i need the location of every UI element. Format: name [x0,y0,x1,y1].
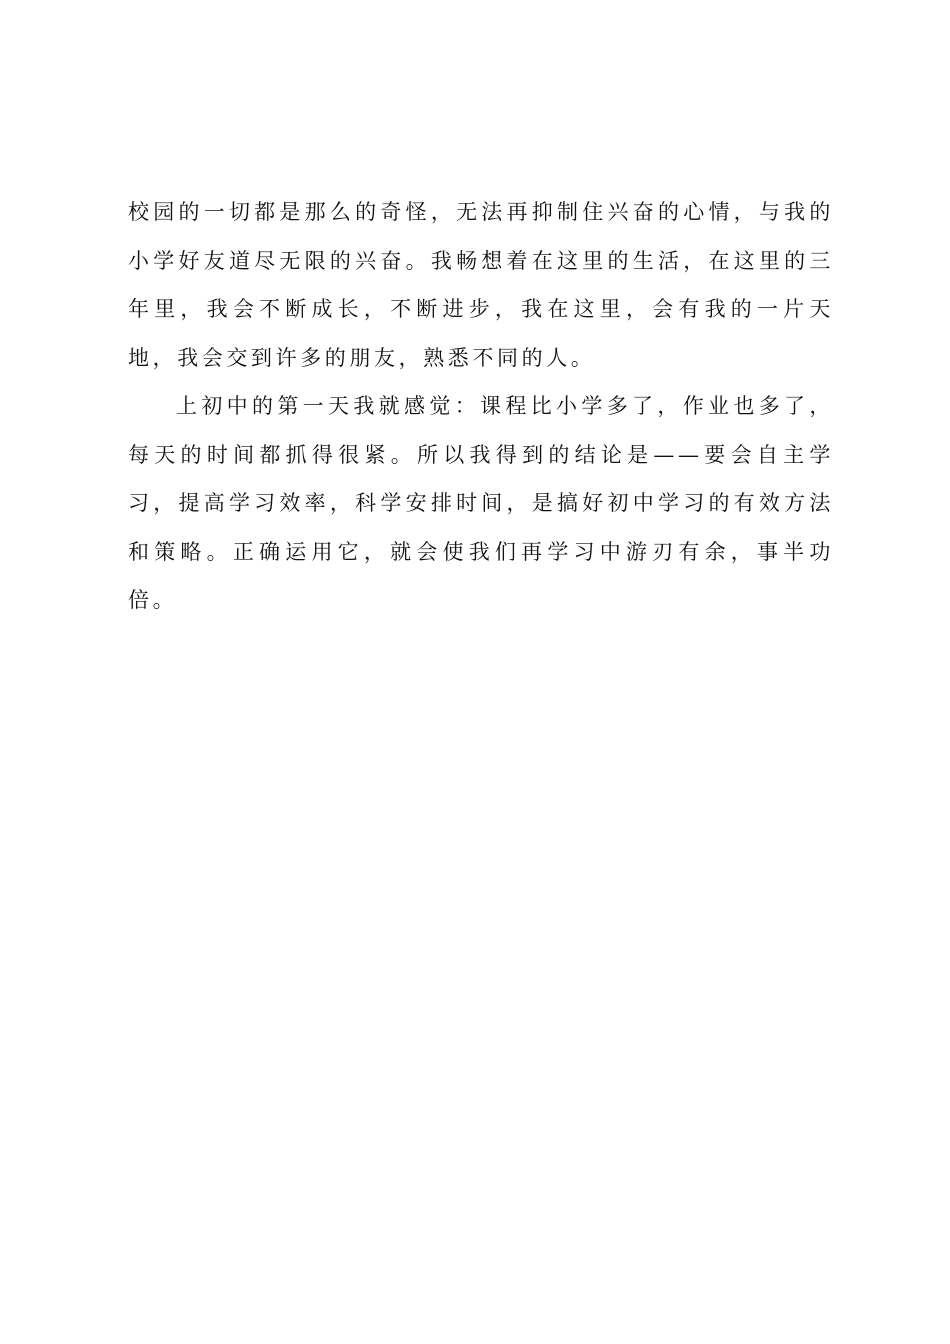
document-body [128,188,834,625]
paragraph-1: 校园的一切都是那么的奇怪，无法再抑制住兴奋的心情，与我的小学好友道尽无限的兴奋。我畅想着在这里的生活，在这里的三年里，我会不断成长，不断进步，我在这里，会有我的一片天地，我会交到许多的朋友，熟悉不同的人。 [128,200,834,370]
paragraph-2: 上初中的第一天我就感觉：课程比小学多了，作业也多了，每天的时间都抓得很紧。所以我得到的结论是——要会自主学习，提高学习效率，科学安排时间，是搞好初中学习的有效方法和策略。正确运用它，就会使我们再学习中游刃有余，事半功倍。 [128,394,834,612]
